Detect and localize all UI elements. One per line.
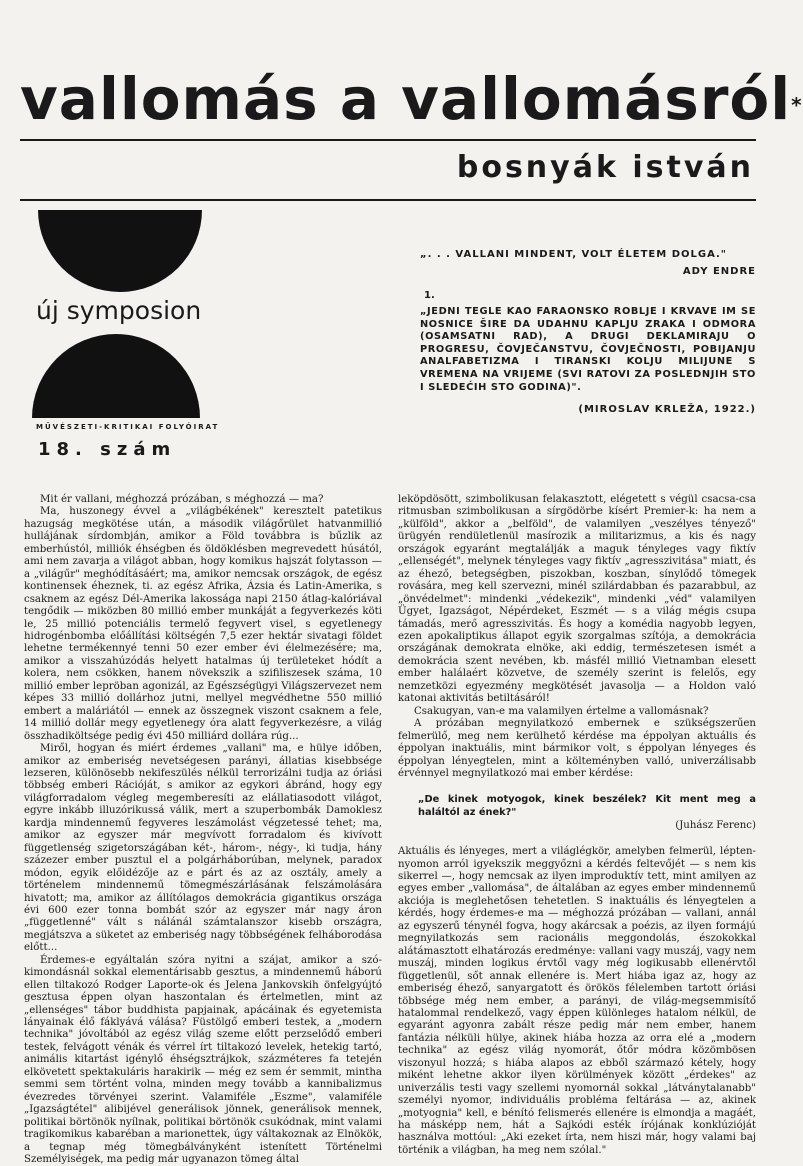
paragraph: Miről, hogyan és miért érdemes „vallani" ma, e hülye időben, amikor az emberiség nevetségesen parányi, állatias kisebbsége lezseren, különösebb nekifeszülés nélkül terrorizálni tudja az óriási többség emberi Rációját, s amikor az egykori ábránd, hogy egy világforradalom végleg megemberesíti az elállatiasodott világot, egyre inkább illuzórikussá válik, mert a szuperbombák Damoklesz kardja mindennemű fegyveres leszámolást végzetessé tehet; ma, amikor az egyszer már megvívott forradalom és kivívott függetlenség szigetországában két-, három-, négy-, ki tudja, hány százezer ember pusztul el a polgárháborúban, melynek, paradox módon, egyik előidézője az e párt és az az osztály, amely a történelem mindennemű tömegmészárlásának felszámolására hivatott; ma, amikor az állítólagos demokrácia gigantikus országa évi 600 ezer tonna bombát szór az egyszer már nagy áron „függetlenné" vált s nálánál számtalanszor kisebb országra, megjátszva a süketet az emberiség nagy többségének felháborodása előtt... bbox=[24, 743, 382, 954]
body-column-right bbox=[398, 494, 756, 1157]
paragraph: Mit ér vallani, méghozzá prózában, s méghozzá — ma? bbox=[40, 494, 324, 505]
body-column-left bbox=[24, 494, 382, 1166]
magazine-subtitle: MŰVÉSZETI-KRITIKAI FOLYÓIRAT bbox=[36, 423, 220, 431]
section-quote: „JEDNI TEGLE KAO FARAONSKO ROBLJE I KRVAVE IM SE NOSNICE ŠIRE DA UDAHNU KAPLJU ZRAKA I ODMORA (OSAMSATNI RAD), A DRUGI DEKLAMIRAJU O PROGRESU, ČOVJEČANSTVU, ČOVJEČNOSTI, POBIJANJU ANALFABETIZMA I TIRANSKI KOLJU MILIJUNE S VREMENA NA VRIJEME (SVI RATOVI ZA POSLEDNJIH STO I SLEDEĆIH STO GODINA)". bbox=[420, 306, 756, 393]
poem-source: (Juhász Ferenc) bbox=[675, 819, 756, 831]
paragraph: Aktuális és lényeges, mert a világlégkör, amelyben felmerül, lépten-nyomon arról igyekszik meggyőzni a kérdés feltevőjét — s nem kis sikerrel —, hogy nemcsak az ilyen improduktív tett, mint amilyen az egyes ember „vallomása", de általában az egyes ember mindennemű akciója is meglehetősen tehetetlen. S inaktuális és lényegtelen a kérdés, hogy érdemes-e ma — méghozzá prózában — vallani, annál az egyszerű ténynél fogva, hogy akárcsak a poézis, az ilyen formájú megnyilatkozás sem racionális meggondolás, észokokkal alátámasztott elhatározás eredménye: vallani vagy muszáj, vagy nem muszáj, minden logikus érvtől vagy még logikusabb ellenérvtől függetlenül, sőt annak ellenére is. Mert hiába igaz az, hogy az emberiség éhező, sanyargatott és örökös félelemben tartott óriási többsége még nem ember, a parányi, de világ-megsemmisítő hatalommal rendelkező, vagy éppen különleges hatalom nélkül, de egyaránt agyonra zabált része pedig már nem ember, hanem fantázia nélküli hülye, akinek hiába hozza az orra elé a „modern technika" az egész világ nyomorát, őtőr módra közömbösen viszonyul hozzá; s hiába alapos az ebből származó kétely, hogy miként lehetne akkor ilyen körülmények között „érdekes" az univerzális testi vagy szellemi nyomornál sokkal „látványtalanabb" személyi nyomor, individuális probléma feltárása — az, akinek „motyognia" kell, e bénító felismerés ellenére is elmondja a magáét, ha másképp nem, hát a Sajkódi esték írójának konklúzióját használva mottóul: „Aki ezeket írta, nem hiszi már, hogy valami baj történik a világban, ha meg nem szólal." bbox=[398, 846, 756, 1156]
paragraph: Érdemes-e egyáltalán szóra nyitni a szájat, amikor a szókimondásnál sokkal elementárisabb gesztus, a mindennemű háború ellen tiltakozó Rodger Laporte-ok és Jelena Jankovskih önfelgyújtó gesztusa éppen olyan haszontalan és értelmetlen, mint az „ellenséges" tábor buddhista papjainak, apácáinak és egyetemista lányainak élő fáklyává válása? Füstölgő emberi testek, a „modern technika" jóvoltából az egész világ szeme előtt perzselődő emberi testek, felvágott vénák és vérrel írt tiltakozó levelek, hetekig tartó, animális kitartást igénylő éhségsztrájkok, százméteres fa tetején elkövetett spektakuláris harakirik — még ez sem ér semmit, mintha semmi sem történt volna, minden megy tovább a kannibalizmus évezredes törvényei szerint. Valamiféle „Eszme", valamiféle „Igazságtétel" alibijével generálisok jönnek, generálisok mennek, politikai börtönök nyílnak, politikai börtönök csukódnak, mint valami tragikomikus kabaréban a marionettek, úgy váltakoznak az Elnökök, a tegnap még tömegbálványként istenített Történelmi Személyiségek, ma pedig már ugyanazon tömeg által bbox=[24, 954, 382, 1166]
magazine-logo-upper-half bbox=[38, 210, 202, 292]
section-quote-source: (MIROSLAV KRLEŽA, 1922.) bbox=[578, 404, 756, 415]
magazine-name: új symposion bbox=[36, 296, 202, 325]
paragraph: Csakugyan, van-e ma valamilyen értelme a vallomásnak? bbox=[414, 705, 709, 717]
magazine-logo-lower-half bbox=[32, 334, 200, 418]
motto-author: ADY ENDRE bbox=[682, 266, 756, 277]
motto bbox=[420, 249, 756, 277]
poem-quote: „De kinek motyogok, kinek beszélek? Kit ment meg a haláltól az ének?" bbox=[418, 794, 756, 819]
paragraph: Ma, huszonegy évvel a „világbékének" keresztelt patetikus hazugság megkötése után, a második világőrület hatvanmillió hullájának sírdombján, amikor a Föld továbbra is bűzlik az emberhústól, milliók éhségben és öldöklésben megrevedett húsától, ami nem zavarja a világot abban, hogy komikus hajszát folytasson — a „világűr" meghódításáért; ma, amikor nemcsak országok, de egész kontinensek éheznek, ti. az egész Afrika, Ázsia és Latin-Amerika, s csaknem az egész Dél-Amerika lakossága napi 2150 átlag-kalóriával tengődik — miközben 80 millió ember munkáját a fegyverkezés köti le, 25 millió potenciális termelő fegyvert visel, s egyetlenegy hidrogénbomba előállítási költségén 7,5 ezer hektár sivatagi földet lehetne termékennyé tenni 50 ezer ember évi élelmezésére; ma, amikor a visszahúzódás helyett hatalmas új területeket hódít a kolera, nem csökken, hanem növekszik a szifiliszesek száma, 10 millió ember lepröban agonizál, az Egészségügyi Világszervezet nem képes 33 millió dollárhoz jutni, mellyel megvédhetne 550 millió embert a maláriától — ennek az összegnek viszont csaknem a fele, 14 millió dollár megy egyetlenegy óra alatt fegyverkezésre, a világ összhadiköltsége pedig évi 450 milliárd dollára rúg... bbox=[24, 506, 382, 742]
article-author: bosnyák istván bbox=[456, 150, 754, 185]
title-rule-top bbox=[20, 139, 756, 141]
section-number: 1. bbox=[424, 290, 435, 301]
article-title bbox=[20, 64, 803, 134]
title-rule-bottom bbox=[20, 199, 756, 201]
title-footnote-mark: * bbox=[791, 93, 803, 117]
title-text: vallomás a vallomásról bbox=[20, 65, 792, 133]
paragraph: A prózában megnyilatkozó embernek e szükségszerűen felmerülő, meg nem kerülhető kérdése ma éppolyan aktuális és éppolyan inaktuális, mint bármikor volt, s éppolyan lényeges és éppolyan lényegtelen, mint a költeményben valló, univerzálisabb érvénnyel megnyilatkozó mai ember kérdése: bbox=[398, 718, 756, 779]
issue-number: 18. szám bbox=[38, 439, 177, 460]
motto-quote: „. . . VALLANI MINDENT, VOLT ÉLETEM DOLGA." bbox=[420, 249, 728, 260]
paragraph: leköpdösött, szimbolikusan felakasztott, elégetett s végül csacsa-csa ritmusban szimbolikusan a sírgödörbe kísért Premier-k: ha nem a „külföld", akkor a „belföld", de valamilyen „veszélyes tényező" ürügyén rendületlenül masírozik a militarizmus, a kis és nagy országok egyaránt megtalálják a maguk tényleges vagy fiktív „ellenségét", melynek tényleges vagy fiktív „agresszivitása" miatt, és az éhező, betegségben, piszokban, koszban, sínylődő tömegek rovására, meg kell szervezni, minél szilárdabban és pazarabbul, az „önvédelmet": mindenki „védekezik", mindenki „véd" valamilyen Ügyet, Igazságot, Népérdeket, Eszmét — s a világ mégis csupa támadás, merő agresszivitás. És hogy a komédia nagyobb legyen, ezen apokaliptikus állapot egyik szorgalmas szítója, a demokrácia országának demokrata elnöke, aki eddig, természetesen ismét a demokrácia szent nevében, kb. másfél millió Vietnamban elesett ember halálaért közvetve, de személy szerint is felelős, egy nemzetközi egyezmény megkötését javasolja — a Holdon való katonai aktivitás betiltásáról! bbox=[398, 494, 756, 705]
